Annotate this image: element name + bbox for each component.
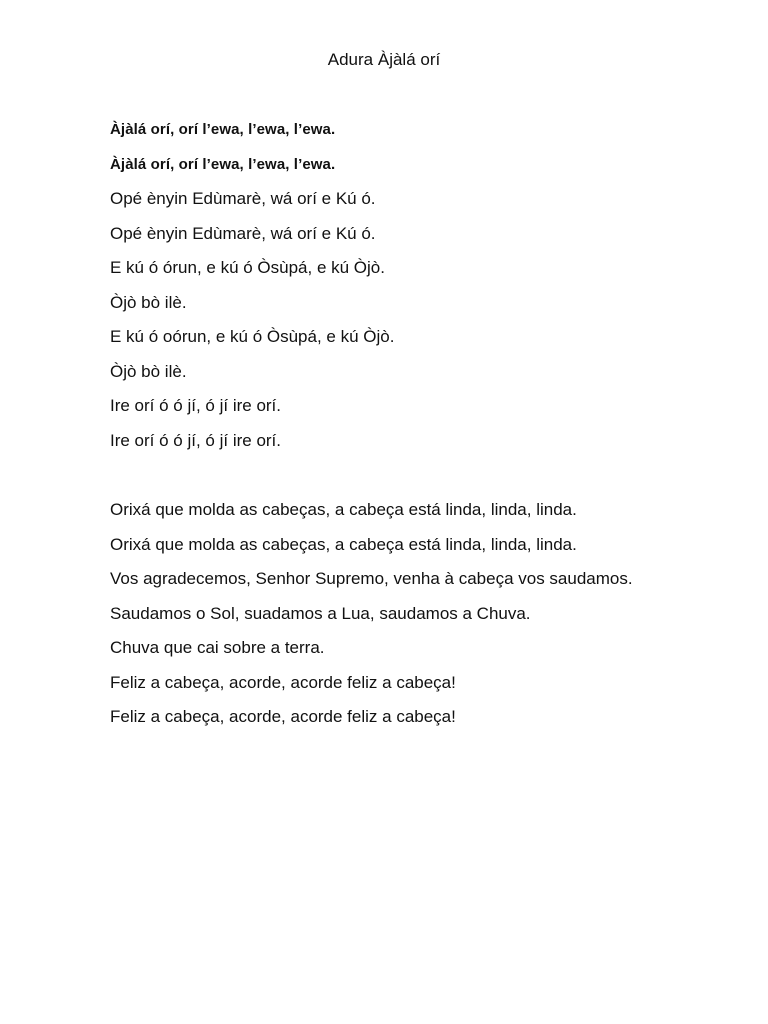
text-line: Àjàlá orí, orí l’ewa, l’ewa, l’ewa. — [110, 155, 336, 173]
text-line: Àjàlá orí, orí l’ewa, l’ewa, l’ewa. — [110, 121, 336, 138]
portuguese-stanza — [110, 499, 670, 741]
text-line: Chuva que cai sobre a terra. — [110, 638, 325, 657]
text-line: Ire orí ó ó jí, ó jí ire orí. — [110, 396, 282, 415]
text-line: Òjò bò ilè. — [110, 361, 187, 381]
text-line: Vos agradecemos, Senhor Supremo, venha à cabeça vos saudamos. — [110, 569, 633, 588]
text-line: E kú ó órun, e kú ó Òsùpá, e kú Òjò. — [110, 258, 385, 277]
text-line: Òjò bò ilè. — [110, 292, 187, 312]
text-line: Opé ènyin Edùmarè, wá orí e Kú ó. — [110, 223, 376, 243]
text-line: Orixá que molda as cabeças, a cabeça está linda, linda, linda. — [110, 500, 577, 519]
text-line: Saudamos o Sol, suadamos a Lua, saudamos a Chuva. — [110, 603, 531, 623]
text-line: Orixá que molda as cabeças, a cabeça está linda, linda, linda. — [110, 534, 577, 554]
document-title: Adura Àjàlá orí — [327, 50, 441, 69]
text-line: E kú ó oórun, e kú ó Òsùpá, e kú Òjò. — [110, 327, 395, 346]
text-line: Feliz a cabeça, acorde, acorde feliz a cabeça! — [110, 707, 456, 726]
text-line: Feliz a cabeça, acorde, acorde feliz a cabeça! — [110, 672, 456, 692]
text-line: Opé ènyin Edùmarè, wá orí e Kú ó. — [110, 189, 376, 208]
text-line: Ire orí ó ó jí, ó jí ire orí. — [110, 430, 282, 450]
yoruba-stanza — [110, 119, 670, 464]
